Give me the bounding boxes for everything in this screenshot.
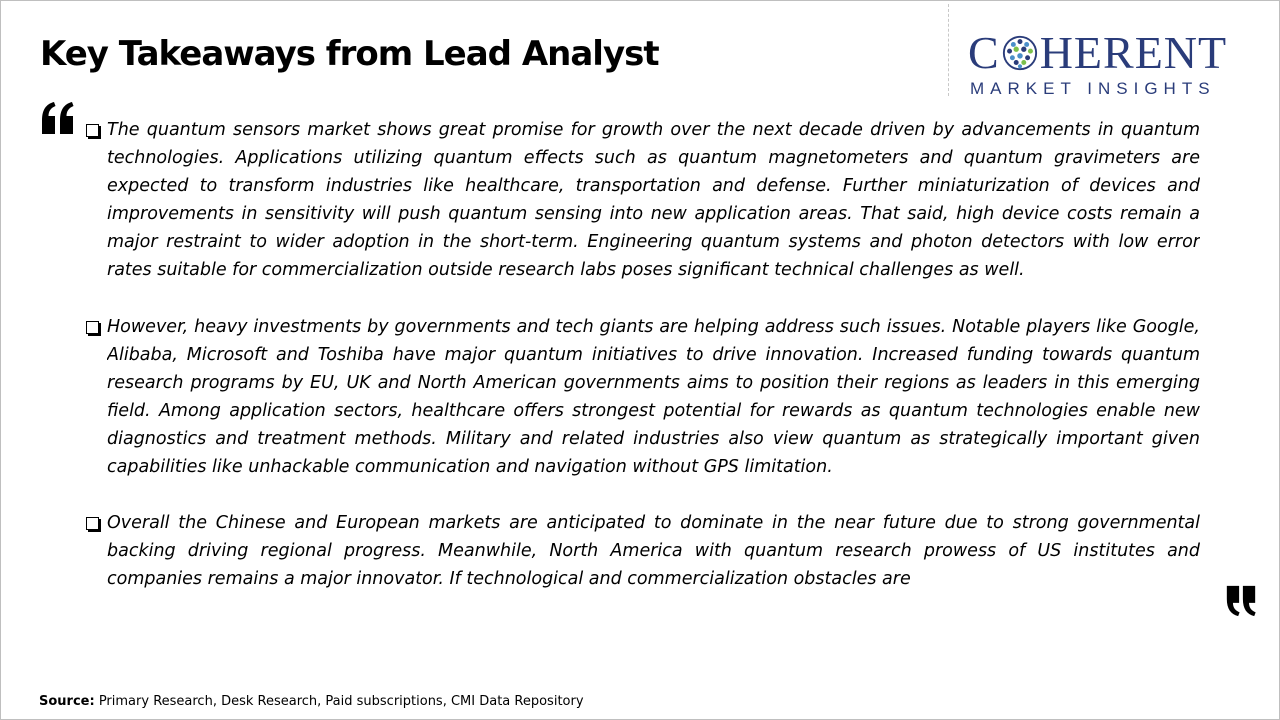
list-item: [86, 116, 1200, 285]
page-title: Key Takeaways from Lead Analyst: [40, 34, 659, 74]
takeaway-text: However, heavy investments by governments and tech giants are helping address such issues. Notable players like Google, Alibaba, Microsoft and Toshiba have major quantum initiatives to drive innovation. Increased funding towards quantum research programs by EU, UK and North American governments aims to position their regions as leaders in this emerging field. Among application sectors, healthcare offers strongest potential for rewards as quantum technologies enable new diagnostics and treatment methods. Military and related industries also view quantum as strategically important given capabilities like unhackable communication and navigation without GPS limitation.: [107, 316, 1200, 478]
source-text: Primary Research, Desk Research, Paid subscriptions, CMI Data Repository: [94, 694, 584, 709]
source-note: [39, 694, 584, 709]
checkbox-bullet-icon: [86, 517, 99, 530]
header-divider: [948, 4, 949, 96]
quote-open-icon: [40, 100, 76, 136]
checkbox-bullet-icon: [86, 321, 99, 334]
logo-suffix: HERENT: [1039, 27, 1228, 78]
list-item: [86, 313, 1200, 482]
takeaway-text: Overall the Chinese and European markets are anticipated to dominate in the near future due to strong governmental backing driving regional progress. Meanwhile, North America with quantum research prowess of US institutes and companies remains a major innovator. If technological and commercialization obstacles are: [107, 513, 1200, 590]
quote-close-icon: [1224, 584, 1258, 618]
logo-subtitle: MARKET INSIGHTS: [970, 79, 1216, 98]
globe-icon: [1001, 34, 1039, 72]
logo-prefix: C: [968, 27, 1000, 78]
checkbox-bullet-icon: [86, 124, 99, 137]
takeaways-list: [86, 116, 1200, 621]
source-label: Source:: [39, 694, 95, 709]
company-logo: [968, 27, 1263, 100]
logo-wordmark: [968, 27, 1228, 78]
list-item: [86, 509, 1200, 593]
takeaway-text: The quantum sensors market shows great promise for growth over the next decade driven by advancements in quantum technologies. Applications utilizing quantum effects such as quantum magnetometers and quantum gravimeters are expected to transform industries like healthcare, transportation and defense. Further miniaturization of devices and improvements in sensitivity will push quantum sensing into new application areas. That said, high device costs remain a major restraint to wider adoption in the short-term. Engineering quantum systems and photon detectors with low error rates suitable for commercialization outside research labs poses significant technical challenges as well.: [107, 120, 1200, 281]
